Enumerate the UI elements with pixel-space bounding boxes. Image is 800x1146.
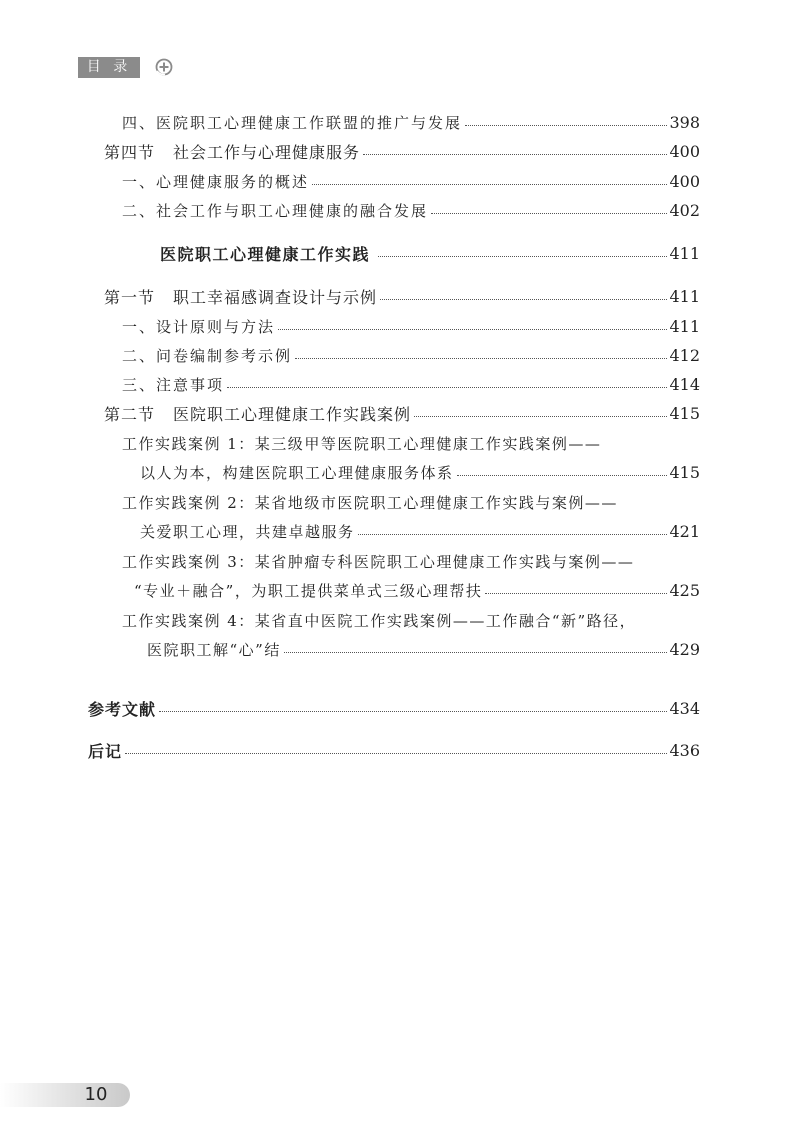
toc-page-number: 400 <box>669 171 700 191</box>
section-title: 职工幸福感调查设计与示例 <box>173 287 378 307</box>
toc-page-number: 436 <box>669 740 700 760</box>
chapter-title: 医院职工心理健康工作实践 <box>160 244 371 264</box>
toc-page-number: 412 <box>669 345 700 365</box>
toc-entry-title: 二、社会工作与职工心理健康的融合发展 <box>122 201 429 220</box>
toc-entry <box>122 373 700 395</box>
dot-leader <box>227 387 667 388</box>
case-subtitle: 医院职工解“心”结 <box>147 640 281 659</box>
toc-case-entry-line2 <box>147 638 700 660</box>
toc-page-number: 411 <box>669 316 700 336</box>
toc-page-number: 434 <box>669 698 700 718</box>
toc-page-number: 421 <box>669 521 700 541</box>
toc-section-entry <box>104 285 700 307</box>
toc-references-entry <box>88 697 700 719</box>
section-title: 社会工作与心理健康服务 <box>173 142 361 162</box>
dot-leader <box>358 534 668 535</box>
toc-case-entry-line1 <box>122 609 700 631</box>
toc-entry-title: 一、心理健康服务的概述 <box>122 172 310 191</box>
toc-page-number: 411 <box>669 243 700 263</box>
dot-leader <box>284 652 668 653</box>
dot-leader <box>363 154 667 155</box>
dot-leader <box>485 593 667 594</box>
case-title: 工作实践案例 4：某省直中医院工作实践案例——工作融合“新”路径， <box>122 611 637 630</box>
dot-leader <box>159 711 667 712</box>
toc-case-entry-line1 <box>122 491 700 513</box>
postscript-title: 后记 <box>88 741 123 761</box>
toc-chapter-entry <box>160 242 700 264</box>
dot-leader <box>431 213 667 214</box>
toc-postscript-entry <box>88 739 700 761</box>
toc-page-number: 414 <box>669 374 700 394</box>
toc-page-number: 415 <box>669 403 700 423</box>
toc-entry-title: 一、设计原则与方法 <box>122 317 276 336</box>
toc-entry <box>122 315 700 337</box>
dot-leader <box>125 753 667 754</box>
toc-entry <box>122 344 700 366</box>
section-label: 第一节 <box>104 287 156 307</box>
toc-page-number: 398 <box>669 112 700 132</box>
case-title: 工作实践案例 1：某三级甲等医院职工心理健康工作实践案例—— <box>122 434 602 453</box>
toc-entry-title: 二、问卷编制参考示例 <box>122 346 293 365</box>
toc-page-number: 425 <box>669 580 700 600</box>
toc-case-entry-line2 <box>134 579 700 601</box>
section-label: 第四节 <box>104 142 156 162</box>
toc-page-number: 400 <box>669 141 700 161</box>
toc-page-number: 411 <box>669 286 700 306</box>
case-subtitle: “专业＋融合”，为职工提供菜单式三级心理帮扶 <box>134 581 483 600</box>
case-title: 工作实践案例 2：某省地级市医院职工心理健康工作实践与案例—— <box>122 493 618 512</box>
section-title: 医院职工心理健康工作实践案例 <box>173 404 412 424</box>
dot-leader <box>312 184 667 185</box>
toc-page-number: 402 <box>669 200 700 220</box>
toc-page-number: 415 <box>669 462 700 482</box>
dot-leader <box>378 256 667 257</box>
dot-leader <box>380 299 667 300</box>
toc-section-entry <box>104 140 700 162</box>
references-title: 参考文献 <box>88 699 157 719</box>
case-subtitle: 关爱职工心理，共建卓越服务 <box>140 522 355 541</box>
page-number: 10 <box>84 1084 108 1105</box>
toc-case-entry-line1 <box>122 550 700 572</box>
toc-entry <box>122 170 700 192</box>
toc-entry <box>122 199 700 221</box>
dot-leader <box>465 125 667 126</box>
toc-entry-title: 四、医院职工心理健康工作联盟的推广与发展 <box>122 113 463 132</box>
dot-leader <box>414 416 667 417</box>
plus-circle-icon <box>154 57 174 77</box>
contents-header-label: 目 录 <box>78 57 140 78</box>
toc-entry-title: 三、注意事项 <box>122 375 225 394</box>
toc-section-entry <box>104 402 700 424</box>
case-subtitle: 以人为本，构建医院职工心理健康服务体系 <box>140 463 454 482</box>
dot-leader <box>457 475 668 476</box>
toc-case-entry-line1 <box>122 432 700 454</box>
dot-leader <box>278 329 667 330</box>
case-title: 工作实践案例 3：某省肿瘤专科医院职工心理健康工作实践与案例—— <box>122 552 635 571</box>
toc-case-entry-line2 <box>140 461 700 483</box>
dot-leader <box>295 358 667 359</box>
toc-entry <box>122 111 700 133</box>
toc-case-entry-line2 <box>140 520 700 542</box>
section-label: 第二节 <box>104 404 156 424</box>
toc-page-number: 429 <box>669 639 700 659</box>
